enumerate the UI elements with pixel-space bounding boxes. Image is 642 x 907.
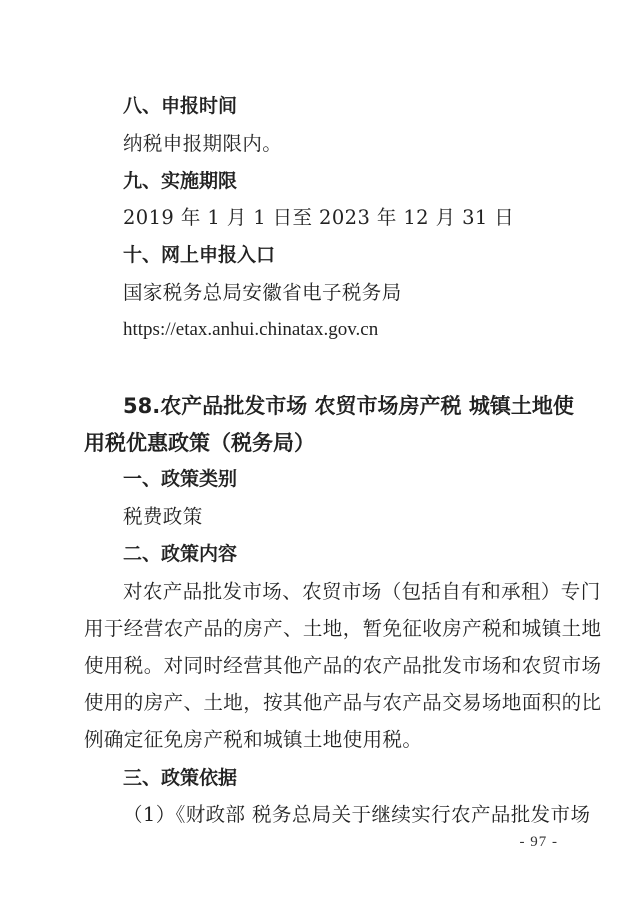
policy-category-value: 税费政策 [123, 505, 203, 528]
section-heading-implementation-period: 九、实施期限 [123, 170, 238, 192]
policy-title-line-2: 用税优惠政策（税务局） [84, 431, 315, 455]
section-heading-declaration-time: 八、申报时间 [123, 95, 238, 117]
online-entry-name: 国家税务总局安徽省电子税务局 [123, 281, 402, 304]
policy-content-line: 使用的房产、土地，按其他产品与农产品交易场地面积的比 [84, 691, 602, 714]
section-heading-policy-content: 二、政策内容 [123, 543, 238, 565]
policy-content-line: 使用税。对同时经营其他产品的农产品批发市场和农贸市场 [84, 654, 602, 677]
section-heading-policy-category: 一、政策类别 [123, 468, 238, 490]
page-number: - 97 - [519, 834, 558, 850]
policy-content-line: 用于经营农产品的房产、土地，暂免征收房产税和城镇土地 [84, 617, 602, 640]
policy-content-line: 对农产品批发市场、农贸市场（包括自有和承租）专门 [123, 580, 601, 603]
policy-content-line: 例确定征免房产税和城镇土地使用税。 [84, 728, 423, 751]
policy-title-line-1: 58.农产品批发市场 农贸市场房产税 城镇土地使 [123, 394, 574, 418]
policy-basis-line: （1）《财政部 税务总局关于继续实行农产品批发市场 [123, 803, 591, 826]
declaration-time-text: 纳税申报期限内。 [123, 132, 283, 155]
section-heading-online-entry: 十、网上申报入口 [123, 244, 276, 266]
section-heading-policy-basis: 三、政策依据 [123, 767, 238, 789]
online-entry-url[interactable]: https://etax.anhui.chinatax.gov.cn [123, 319, 379, 340]
implementation-period-text: 2019 年 1 月 1 日至 2023 年 12 月 31 日 [123, 206, 515, 229]
